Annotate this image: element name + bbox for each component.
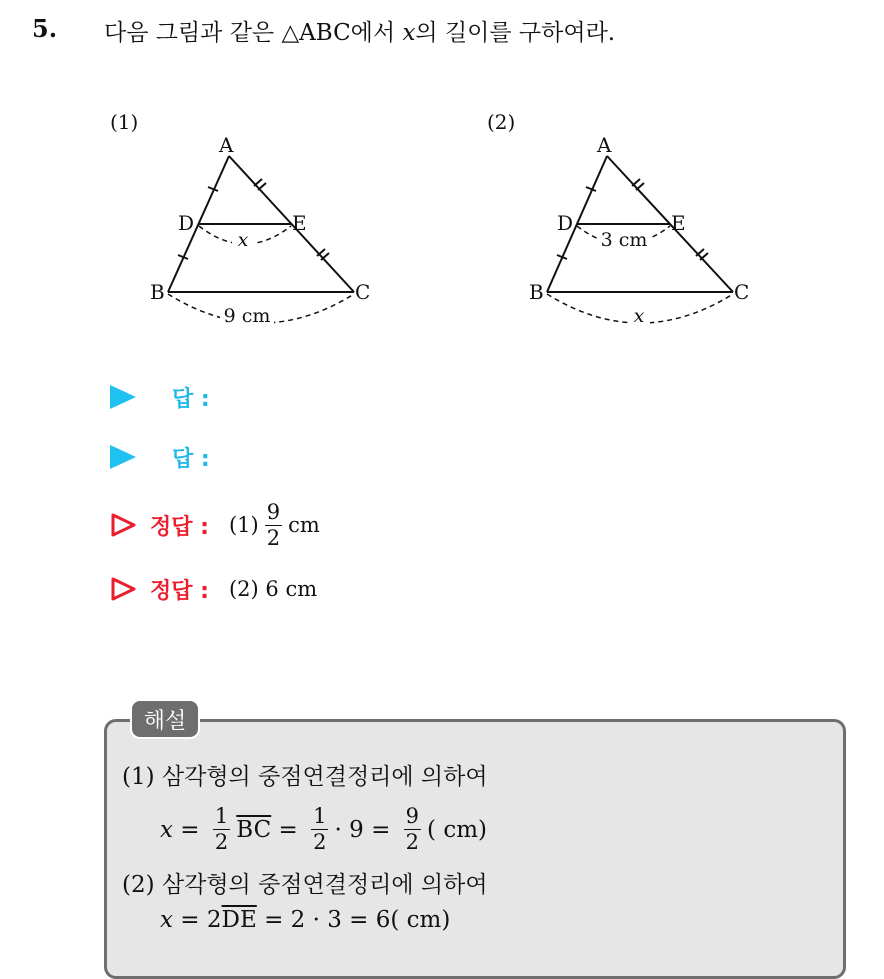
fraction: $\frac{9}{2}$ [266,499,281,550]
bc-length-label: x [633,305,645,327]
solution-line-2: (2) 삼각형의 중점연결정리에 의하여 [122,872,488,898]
figure-1-triangle [140,130,390,340]
vertex-b-label: B [150,280,165,304]
solution-line-1: (1) 삼각형의 중점연결정리에 의하여 [122,764,488,790]
question-number: 5. [32,14,58,43]
solution-equation-1: x = $\frac{1}{2}$ $\overline{BC}$ = $\frac{1}{2}$ · 9 = $\frac{9}{2}$ ( cm) [160,804,487,854]
answer-label: 답 : [172,446,210,472]
vertex-d-label: D [557,211,574,235]
correct-answer-label: 정답 : [150,578,209,604]
question-text: 다음 그림과 같은 △ABC에서 x의 길이를 구하여라. [104,20,616,46]
de-length-label: 3 cm [600,229,648,251]
vertex-a-label: A [597,133,612,157]
outline-arrow-icon [110,512,138,538]
play-arrow-icon [110,445,136,469]
figure-1-label: (1) [110,110,139,134]
vertex-c-label: C [355,280,371,304]
answer-row-1 [110,377,210,417]
correct-answer-row-2 [110,569,317,609]
answer-row-2 [110,437,210,477]
figure-2-label: (2) [487,110,516,134]
solution-equation-2: x = 2 $\overline{DE}$ = 2 · 3 = 6( cm) [160,907,451,933]
vertex-e-label: E [292,211,307,235]
bc-length-label: 9 cm [223,305,271,327]
outline-arrow-icon [110,576,138,602]
answer-label: 답 : [172,386,210,412]
play-arrow-icon [110,385,136,409]
vertex-d-label: D [178,211,195,235]
vertex-c-label: C [734,280,750,304]
vertex-a-label: A [219,133,234,157]
vertex-b-label: B [529,280,544,304]
vertex-e-label: E [671,211,686,235]
correct-answer-value: (1) $\frac{9}{2}$ cm [228,499,320,550]
figure-2-triangle [520,130,770,340]
correct-answer-row-1 [110,499,320,550]
correct-answer-value: (2) 6 cm [228,577,318,601]
correct-answer-label: 정답 : [150,514,209,540]
de-length-label: x [237,229,249,251]
solution-tab: 해설 [130,699,200,739]
